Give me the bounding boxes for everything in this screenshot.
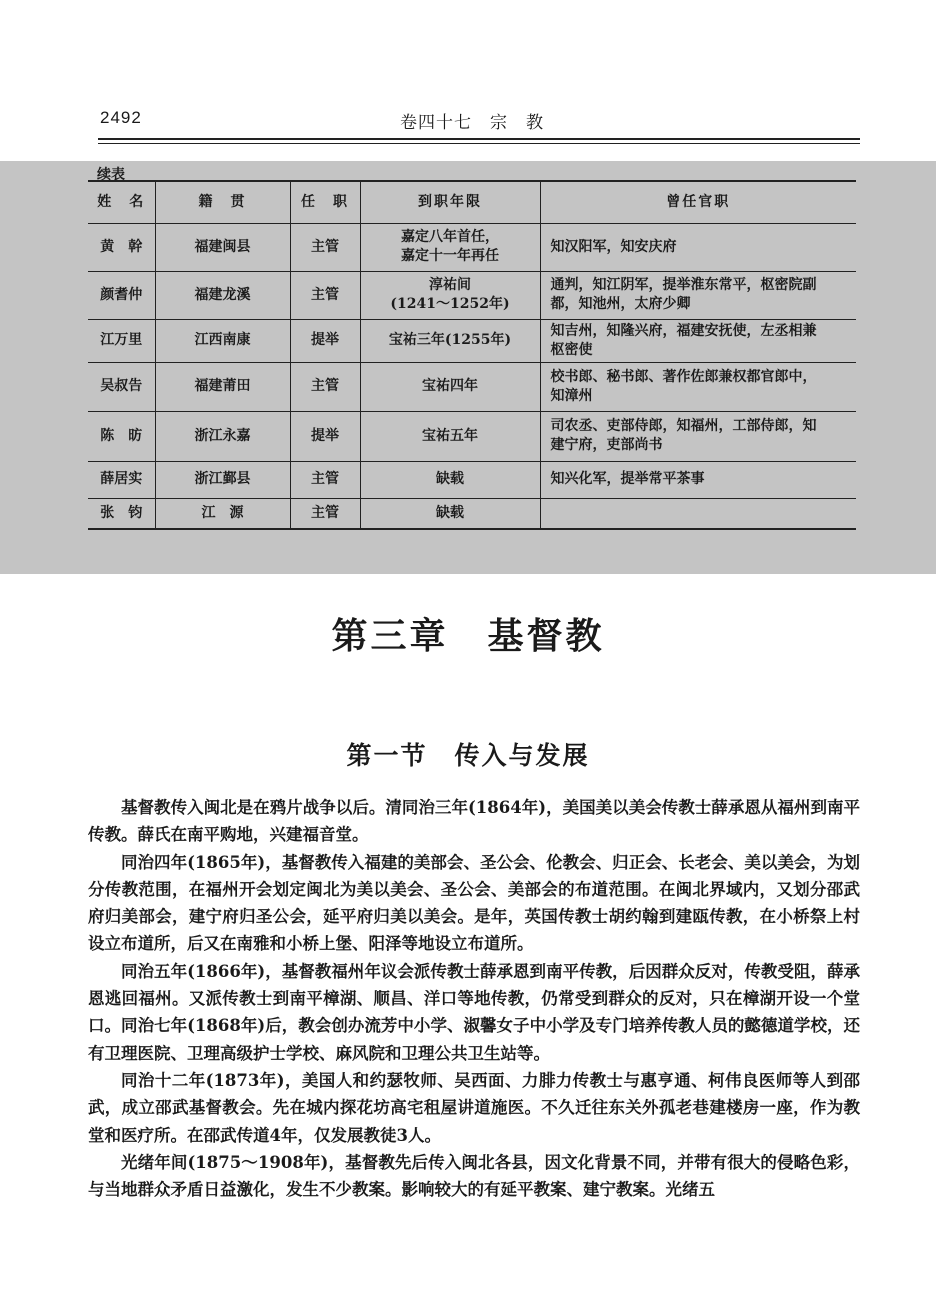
- cell-origin: 福建莆田: [155, 362, 290, 411]
- table-row: [88, 411, 856, 461]
- column-header: 曾任官职: [540, 181, 856, 223]
- cell-origin: 福建闽县: [155, 223, 290, 271]
- table-row: [88, 461, 856, 498]
- cell-term: 淳祐间 (1241～1252年): [360, 271, 540, 319]
- cell-origin: 江西南康: [155, 319, 290, 362]
- cell-name: 吴叔告: [88, 362, 155, 411]
- cell-origin: 福建龙溪: [155, 271, 290, 319]
- cell-term: 嘉定八年首任， 嘉定十一年再任: [360, 223, 540, 271]
- cell-origin: 江 源: [155, 498, 290, 529]
- cell-term: 宝祐三年(1255年): [360, 319, 540, 362]
- cell-term: 宝祐四年: [360, 362, 540, 411]
- cell-name: 黄 幹: [88, 223, 155, 271]
- continued-label: 续表: [97, 167, 125, 183]
- table-row: [88, 362, 856, 411]
- cell-prior: 通判，知江阴军，提举淮东常平，枢密院副 都，知池州，太府少卿: [540, 271, 856, 319]
- officials-table: [88, 180, 856, 530]
- cell-prior: 知汉阳军，知安庆府: [540, 223, 856, 271]
- cell-origin: 浙江永嘉: [155, 411, 290, 461]
- cell-name: 江万里: [88, 319, 155, 362]
- cell-prior: 校书郎、秘书郎、著作佐郎兼权都官郎中， 知漳州: [540, 362, 856, 411]
- cell-term: 缺载: [360, 461, 540, 498]
- paragraph: 同治十二年(1873年)，美国人和约瑟牧师、吴西面、力腓力传教士与惠亨通、柯伟良医师等人到邵武，成立邵武基督教会。先在城内探花坊高宅租屋讲道施医。不久迁往东关外孤老巷建楼房一座，作为教堂和医疗所。在邵武传道4年，仅发展教徒3人。: [88, 1070, 860, 1145]
- cell-post: 主管: [290, 223, 360, 271]
- chapter-title: 第三章 基督教: [331, 616, 605, 657]
- table-row: [88, 319, 856, 362]
- cell-term: 宝祐五年: [360, 411, 540, 461]
- body-text: [88, 794, 860, 1203]
- cell-name: 张 钧: [88, 498, 155, 529]
- cell-prior: 司农丞、吏部侍郎，知福州，工部侍郎，知 建宁府，吏部尚书: [540, 411, 856, 461]
- cell-post: 主管: [290, 498, 360, 529]
- running-title: 卷四十七 宗 教: [400, 113, 544, 133]
- cell-name: 薛居实: [88, 461, 155, 498]
- header-rule-thin: [98, 143, 860, 144]
- column-header: 姓 名: [88, 181, 155, 223]
- paragraph: 光绪年间(1875～1908年)，基督教先后传入闽北各县，因文化背景不同，并带有很大的侵略色彩，与当地群众矛盾日益激化，发生不少教案。影响较大的有延平教案、建宁教案。光绪五: [88, 1152, 860, 1200]
- cell-name: 颜耆仲: [88, 271, 155, 319]
- table-row: [88, 223, 856, 271]
- column-header: 籍 贯: [155, 181, 290, 223]
- column-header: 到职年限: [360, 181, 540, 223]
- paragraph: 同治四年(1865年)，基督教传入福建的美部会、圣公会、伦教会、归正会、长老会、美以美会，为划分传教范围，在福州开会划定闽北为美以美会、圣公会、美部会的布道范围。在闽北界域内，又划分邵武府归美部会，建宁府归圣公会，延平府归美以美会。是年，英国传教士胡约翰到建瓯传教，在小桥祭上村设立布道所，后又在南雅和小桥上堡、阳泽等地设立布道所。: [88, 852, 860, 954]
- header-rule: [98, 138, 860, 140]
- cell-name: 陈 昉: [88, 411, 155, 461]
- table-row: [88, 271, 856, 319]
- cell-origin: 浙江鄞县: [155, 461, 290, 498]
- cell-post: 提举: [290, 411, 360, 461]
- cell-post: 主管: [290, 461, 360, 498]
- cell-prior: [540, 498, 856, 529]
- cell-prior: 知吉州，知隆兴府，福建安抚使，左丞相兼 枢密使: [540, 319, 856, 362]
- table-row: [88, 498, 856, 529]
- table-header-row: [88, 181, 856, 223]
- cell-post: 主管: [290, 362, 360, 411]
- cell-term: 缺载: [360, 498, 540, 529]
- page-number: 2492: [100, 108, 142, 127]
- cell-prior: 知兴化军，提举常平茶事: [540, 461, 856, 498]
- column-header: 任 职: [290, 181, 360, 223]
- section-title: 第一节 传入与发展: [346, 741, 590, 770]
- cell-post: 主管: [290, 271, 360, 319]
- page-header: [100, 108, 860, 138]
- paragraph: 基督教传入闽北是在鸦片战争以后。清同治三年(1864年)，美国美以美会传教士薛承恩从福州到南平传教。薛氏在南平购地，兴建福音堂。: [88, 798, 860, 845]
- cell-post: 提举: [290, 319, 360, 362]
- paragraph: 同治五年(1866年)，基督教福州年议会派传教士薛承恩到南平传教，后因群众反对，传教受阻，薛承恩逃回福州。又派传教士到南平樟湖、顺昌、洋口等地传教，仍常受到群众的反对，只在樟湖开设一个堂口。同治七年(1868年)后，教会创办流芳中小学、淑馨女子中小学及专门培养传教人员的懿德道学校，还有卫理医院、卫理高级护士学校、麻风院和卫理公共卫生站等。: [88, 961, 860, 1063]
